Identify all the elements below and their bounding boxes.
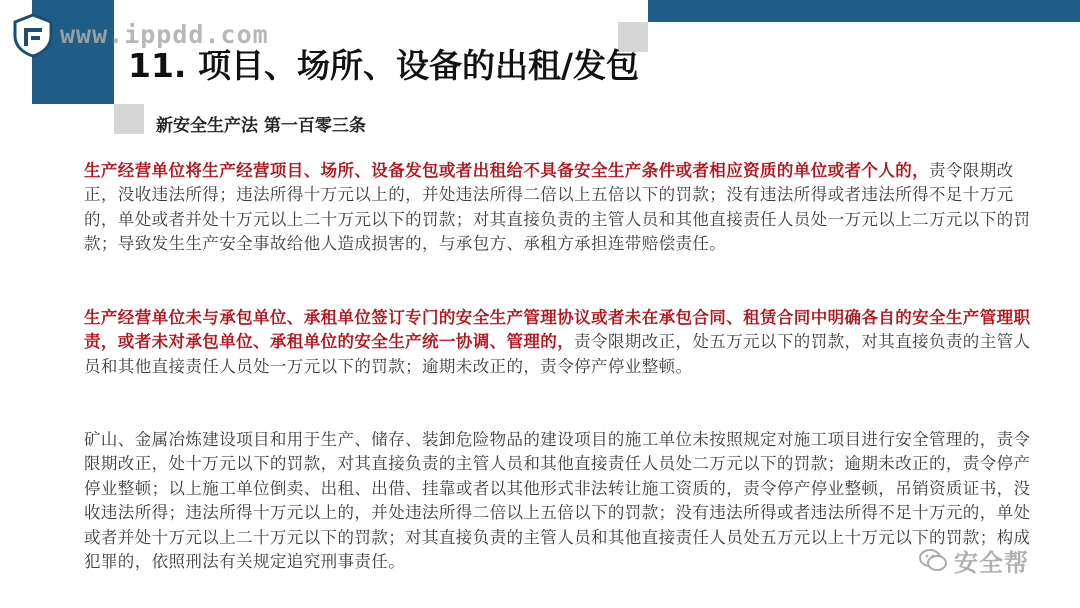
shield-logo-icon [10,12,56,58]
wechat-watermark [918,543,1029,577]
paragraph-emphasis: 生产经营单位未与承包单位、承租单位签订专门的安全生产管理协议或者未在承包合同、租赁合同中明确各自的安全生产管理职责，或者未对承包单位、承租单位的安全生产统一协调、管理的， [84,308,1031,352]
page-title: 11. 项目、场所、设备的出租/发包 [128,46,640,85]
paragraph-emphasis: 生产经营单位将生产经营项目、场所、设备发包或者出租给不具备安全生产条件或者相应资质的单位或者个人的， [84,161,929,180]
watermark-url: www.ippdd.com [60,20,269,49]
paragraph-text: 矿山、金属冶炼建设项目和用于生产、储存、装卸危险物品的建设项目的施工单位未按照规定对施工项目进行安全管理的，责令限期改正，处十万元以下的罚款，对其直接负责的主管人员和其他直接责任人员处二万元以下的罚款；逾期未改正的，责令停产停业整顿；以上施工单位倒卖、出租、出借、挂靠或者以其他形式非法转让施工资质的，责令停产停业整顿，吊销资质证书，没收违法所得；违法所得十万元以上的，并处违法所得二倍以上五倍以下的罚款；没有违法所得或者违法所得不足十万元的，单处或者并处十万元以上二十万元以下的罚款；对其直接负责的主管人员和其他直接责任人员处五万元以上十万元以下的罚款；构成犯罪的，依照刑法有关规定追究刑事责任。 [84,430,1031,572]
law-paragraph-1 [84,159,1044,257]
paragraph-text: 责令限期改正，没收违法所得；违法所得十万元以上的，并处违法所得二倍以上五倍以下的罚款；没有违法所得或者违法所得不足十万元的，单处或者并处十万元以上二十万元以下的罚款；对其直接负责的主管人员和其他直接责任人员处一万元以上二万元以下的罚款；导致发生生产安全事故给他人造成损害的，与承包方、承租方承担连带赔偿责任。 [84,161,1031,254]
law-reference: 新安全生产法 第一百零三条 [156,116,366,136]
paragraph-text: 责令限期改正，处五万元以下的罚款，对其直接负责的主管人员和其他直接责任人员处一万元以下的罚款；逾期未改正的，责令停产停业整顿。 [84,332,1031,376]
top-accent-bar [648,0,1080,22]
decor-square-subtitle [114,104,144,134]
law-paragraph-2 [84,306,1044,379]
wechat-icon [918,547,948,573]
law-paragraph-3 [84,428,1044,574]
wechat-account-name: 安全帮 [954,548,1029,577]
